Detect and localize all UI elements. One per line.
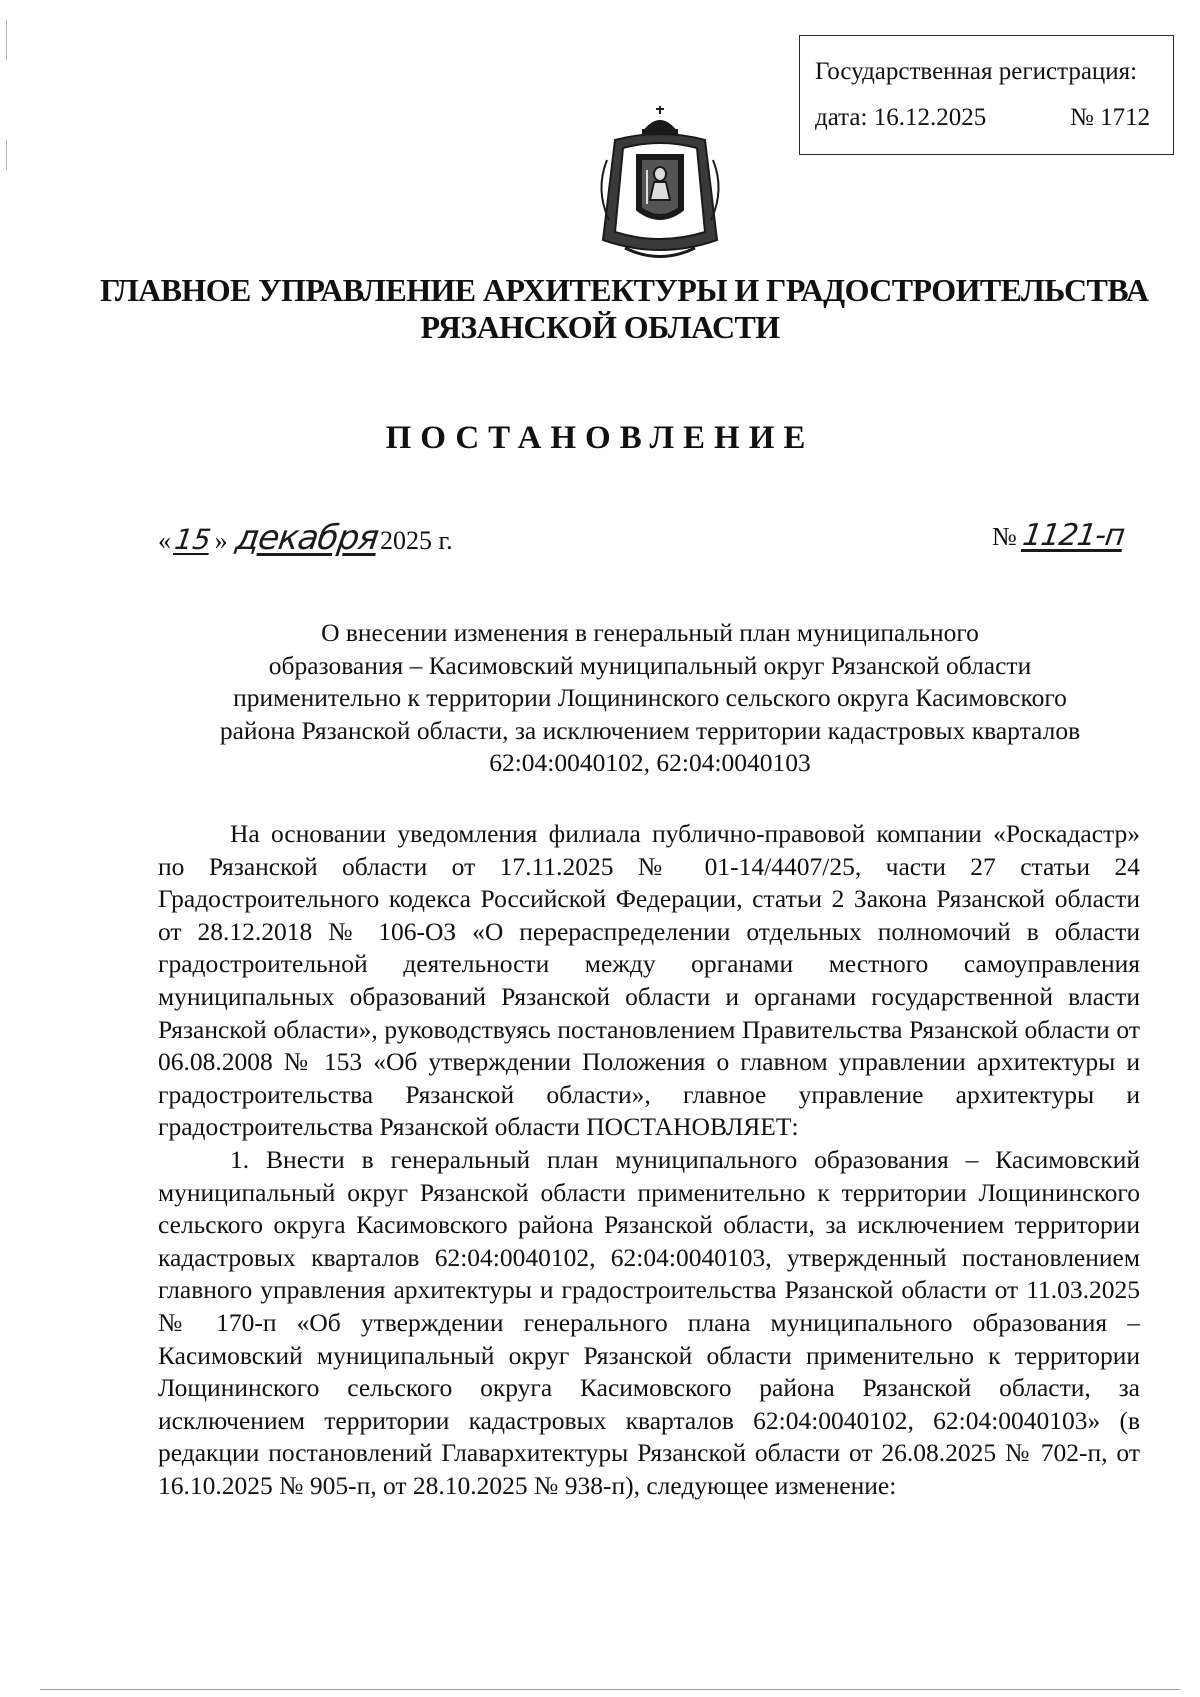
- subject-line: образования – Касимовский муниципальный округ Рязанской области: [268, 650, 1032, 680]
- page-bottom-rule: [40, 1689, 1180, 1690]
- body-paragraph-item-1: 1. Внести в генеральный план муниципального образования – Касимовский муниципальный округ Рязанской области применительно к территории Лощининского сельского округа Касимовского района Рязанской области, за исключением территории кадастровых кварталов 62:04:0040102, 62:04:0040103, утвержденный постановлением главного управления архитектуры и градостроительства Рязанской области от 11.03.2025 № 170-п «Об утверждении генерального плана муниципального образования – Касимовский муниципальный округ Рязанской области применительно к территории Лощининского сельского округа Касимовского района Рязанской области, за исключением территории кадастровых кварталов 62:04:0040102, 62:04:0040103» (в редакции постановлений Главархитектуры Рязанской области от 26.08.2025 № 702-п, от 16.10.2025 № 905-п, от 28.10.2025 № 938-п), следующее изменение:: [158, 1144, 1140, 1500]
- organization-line-1: ГЛАВНОЕ УПРАВЛЕНИЕ АРХИТЕКТУРЫ И ГРАДОСТРОИТЕЛЬСТВА: [100, 272, 1149, 308]
- handwritten-month: декабря: [233, 518, 381, 558]
- registration-title: Государственная регистрация:: [815, 58, 1138, 85]
- registration-row: [815, 104, 1173, 132]
- decree-body: [158, 818, 1140, 1502]
- scan-edge-mark: [6, 140, 7, 170]
- decree-subject: [160, 617, 1140, 780]
- subject-line: применительно к территории Лощининского сельского округа Касимовского: [233, 683, 1067, 712]
- scan-edge-mark: [6, 20, 7, 60]
- subject-line: О внесении изменения в генеральный план муниципального: [321, 618, 979, 647]
- ryazan-coat-of-arms-icon: [585, 100, 735, 270]
- date-year: 2025 г.: [379, 526, 453, 555]
- body-paragraph-preamble: На основании уведомления филиала публично-правовой компании «Роскадастр» по Рязанской области от 17.11.2025 № 01-14/4407/25, части 27 статьи 24 Градостроительного кодекса Российской Федерации, статьи 2 Закона Рязанской области от 28.12.2018 № 106-ОЗ «О перераспределении отдельных полномочий в области градостроительной деятельности между органами местного самоуправления муниципальных образований Рязанской области и органами государственной власти Рязанской области», руководствуясь постановлением Правительства Рязанской области от 06.08.2008 № 153 «Об утверждении Положения о главном управлении архитектуры и градостроительства Рязанской области», главное управление архитектуры и градостроительства Рязанской области ПОСТАНОВЛЯЕТ:: [158, 819, 1140, 1142]
- handwritten-day: 15: [172, 523, 213, 556]
- registration-number: № 1712: [1070, 104, 1151, 131]
- number-prefix: №: [992, 522, 1017, 551]
- organization-name: [100, 272, 1149, 346]
- registration-date: дата: 16.12.2025: [815, 104, 987, 131]
- subject-line: района Рязанской области, за исключением территории кадастровых кварталов: [219, 715, 1081, 745]
- date-open-quote: «: [158, 526, 171, 555]
- date-close-quote: »: [214, 526, 228, 555]
- decree-title: ПОСТАНОВЛЕНИЕ: [385, 420, 815, 456]
- organization-line-2: РЯЗАНСКОЙ ОБЛАСТИ: [420, 309, 780, 345]
- decree-date: [158, 518, 453, 558]
- registration-stamp: [799, 35, 1174, 155]
- handwritten-number: 1121-п: [1020, 518, 1127, 553]
- subject-line: 62:04:0040102, 62:04:0040103: [489, 748, 811, 777]
